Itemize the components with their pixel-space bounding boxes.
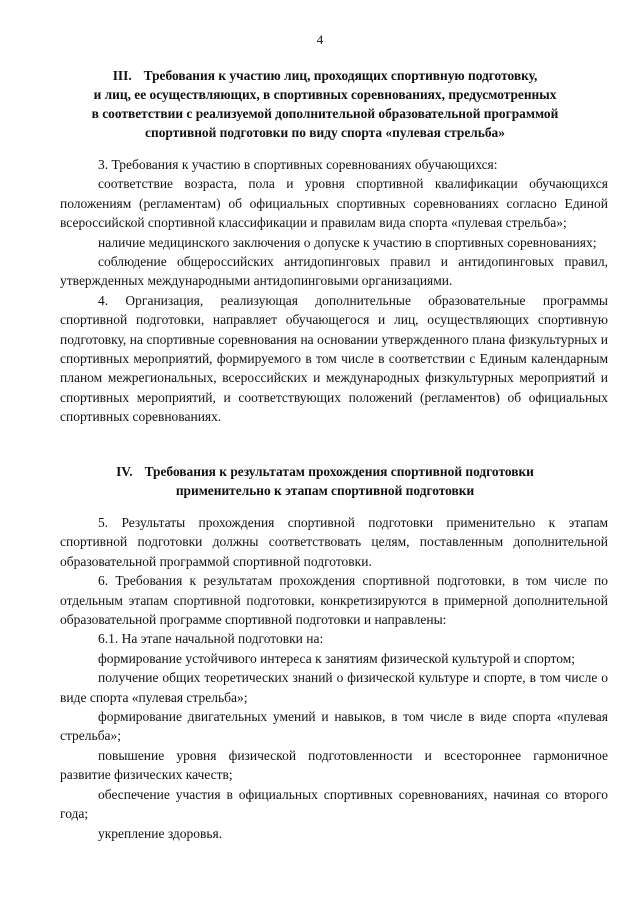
section-4-body bbox=[60, 513, 608, 843]
section-3-heading bbox=[55, 66, 595, 142]
section-3-body bbox=[60, 155, 608, 427]
paragraph-6-1: 6.1. На этапе начальной подготовки на: bbox=[98, 631, 324, 647]
list-item-antidoping-rules: соблюдение общероссийских антидопинговых правил и антидопинговых правил, утвержденных международными антидопинговыми организациями. bbox=[60, 254, 608, 289]
paragraph-4: 4. Организация, реализующая дополнительные образовательные программы спортивной подготовки, направляет обучающегося и лиц, осуществляющих спортивную подготовку, на спортивные соревнования на основании утвержденного плана физкультурных и спортивных мероприятий, формируемого в том числе в соответствии с Единым календарным планом межрегиональных, всероссийских и международных физкультурных мероприятий и спортивных мероприятий, и соответствующих положений (регламентов) об официальных спортивных соревнованиях. bbox=[60, 292, 608, 425]
paragraph-5: 5. Результаты прохождения спортивной подготовки применительно к этапам спортивной подготовки должны соответствовать целям, поставленным дополнительной образовательной программой спортивной подготовки. bbox=[60, 515, 608, 569]
list-item-physical-fitness: повышение уровня физической подготовленности и всестороннее гармоничное развитие физических качеств; bbox=[60, 747, 608, 783]
section-3-heading-line-3: в соответствии с реализуемой дополнительной образовательной программой bbox=[91, 106, 559, 121]
section-4-title-text-1: Требования к результатам прохождения спортивной подготовки bbox=[144, 464, 534, 479]
section-4-heading-line-1 bbox=[55, 462, 595, 481]
section-3-number: III. bbox=[112, 68, 132, 83]
page-number: 4 bbox=[316, 32, 324, 47]
list-item-theoretical-knowledge: получение общих теоретических знаний о физической культуре и спорте, в том числе о виде спорта «пулевая стрельба»; bbox=[60, 670, 608, 705]
list-item-medical-certificate: наличие медицинского заключения о допуске к участию в спортивных соревнованиях; bbox=[98, 234, 597, 250]
list-item-motor-skills: формирование двигательных умений и навыков, в том числе в виде спорта «пулевая стрельба»; bbox=[60, 709, 608, 744]
list-item-age-sex-qualification: соответствие возраста, пола и уровня спортивной квалификации обучающихся положениям (регламентам) об официальных спортивных соревнованиях согласно Единой всероссийской спортивной классификации и правилам вида спорта «пулевая стрельба»; bbox=[60, 176, 608, 231]
paragraph-3: 3. Требования к участию в спортивных соревнованиях обучающихся: bbox=[98, 157, 498, 172]
list-item-health: укрепление здоровья. bbox=[98, 825, 223, 841]
section-3-heading-line-1 bbox=[55, 66, 595, 85]
section-4-number: IV. bbox=[116, 464, 133, 479]
section-3-heading-line-4: спортивной подготовки по виду спорта «пулевая стрельба» bbox=[145, 125, 505, 140]
section-4-heading bbox=[55, 462, 595, 500]
section-4-heading-line-2: применительно к этапам спортивной подготовки bbox=[175, 483, 475, 498]
section-3-title-text-1: Требования к участию лиц, проходящих спортивную подготовку, bbox=[143, 68, 538, 83]
section-3-heading-line-2: и лиц, ее осуществляющих, в спортивных соревнованиях, предусмотренных bbox=[93, 87, 557, 102]
paragraph-6: 6. Требования к результатам прохождения спортивной подготовки, в том числе по отдельным этапам спортивной подготовки, конкретизируются в примерной дополнительной образовательной программе спортивной подготовки и направлены: bbox=[60, 573, 608, 628]
list-item-interest: формирование устойчивого интереса к занятиям физической культурой и спортом; bbox=[98, 650, 575, 666]
list-item-competition-participation: обеспечение участия в официальных спортивных соревнованиях, начиная со второго года; bbox=[60, 786, 608, 822]
